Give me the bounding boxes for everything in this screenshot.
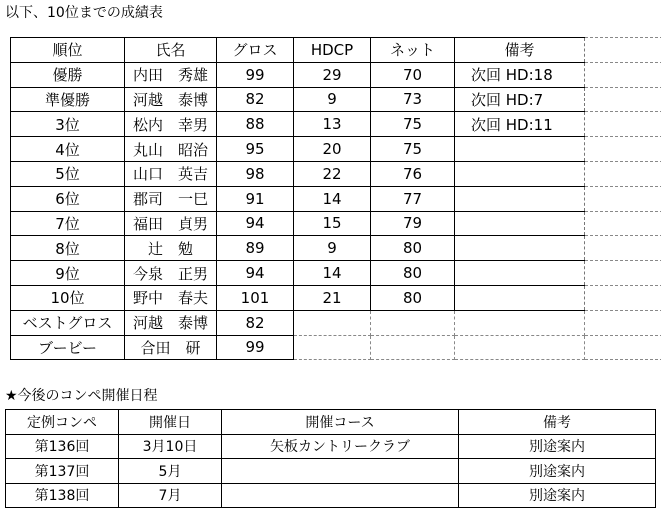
header-rank: 順位 [11, 38, 125, 63]
empty-cell [371, 310, 455, 335]
gross-cell: 94 [217, 261, 294, 286]
hdcp-cell: 14 [294, 261, 371, 286]
rank-cell: 6位 [11, 186, 125, 211]
gross-cell: 88 [217, 112, 294, 137]
event-cell: 第138回 [6, 483, 119, 508]
net-cell: 75 [371, 112, 455, 137]
gross-cell: 82 [217, 87, 294, 112]
rank-cell: 優勝 [11, 62, 125, 87]
gross-cell: 94 [217, 211, 294, 236]
special-award-row [11, 335, 661, 360]
rank-cell: 8位 [11, 236, 125, 261]
gross-cell: 95 [217, 137, 294, 162]
event-cell: 第137回 [6, 459, 119, 484]
name-cell: 辻 勉 [125, 236, 217, 261]
name-cell: 野中 春夫 [125, 285, 217, 310]
schedule-table [5, 409, 656, 508]
note-cell [455, 236, 585, 261]
header-gross: グロス [217, 38, 294, 63]
course-cell [222, 483, 459, 508]
extra-cell [585, 236, 661, 261]
note-cell [455, 261, 585, 286]
net-cell: 70 [371, 62, 455, 87]
schedule-note-cell: 別途案内 [459, 483, 656, 508]
hdcp-cell: 14 [294, 186, 371, 211]
gross-cell: 89 [217, 236, 294, 261]
gross-cell: 99 [217, 335, 294, 360]
name-cell: 内田 秀雄 [125, 62, 217, 87]
gross-cell: 91 [217, 186, 294, 211]
header-note: 備考 [455, 38, 585, 63]
table-row [6, 483, 656, 508]
extra-cell [585, 112, 661, 137]
date-cell: 7月 [119, 483, 222, 508]
table-row [11, 137, 661, 162]
rank-cell: 9位 [11, 261, 125, 286]
hdcp-cell: 22 [294, 161, 371, 186]
rank-cell: 7位 [11, 211, 125, 236]
extra-cell [585, 335, 661, 360]
note-cell [455, 186, 585, 211]
gross-cell: 99 [217, 62, 294, 87]
header-date: 開催日 [119, 410, 222, 435]
hdcp-cell: 21 [294, 285, 371, 310]
name-cell: 福田 貞男 [125, 211, 217, 236]
name-cell: 山口 英吉 [125, 161, 217, 186]
note-cell: 次回 HD:7 [455, 87, 585, 112]
note-cell: 次回 HD:11 [455, 112, 585, 137]
header-hdcp: HDCP [294, 38, 371, 63]
name-cell: 松内 幸男 [125, 112, 217, 137]
extra-cell [585, 211, 661, 236]
schedule-header-row [6, 410, 656, 435]
net-cell: 75 [371, 137, 455, 162]
hdcp-cell: 29 [294, 62, 371, 87]
header-net: ネット [371, 38, 455, 63]
name-cell: 河越 泰博 [125, 87, 217, 112]
table-row [11, 62, 661, 87]
extra-cell [585, 161, 661, 186]
name-cell: 丸山 昭治 [125, 137, 217, 162]
date-cell: 3月10日 [119, 434, 222, 459]
rank-cell: 準優勝 [11, 87, 125, 112]
empty-cell [455, 335, 585, 360]
net-cell: 76 [371, 161, 455, 186]
award-label-cell: ブービー [11, 335, 125, 360]
extra-cell [585, 62, 661, 87]
table-row [11, 236, 661, 261]
table-row [11, 186, 661, 211]
empty-cell [455, 310, 585, 335]
results-header-row [11, 38, 661, 63]
schedule-note-cell: 別途案内 [459, 459, 656, 484]
rank-cell: 4位 [11, 137, 125, 162]
award-label-cell: ベストグロス [11, 310, 125, 335]
extra-cell [585, 310, 661, 335]
note-cell [455, 211, 585, 236]
table-row [11, 112, 661, 137]
note-cell [455, 137, 585, 162]
name-cell: 合田 研 [125, 335, 217, 360]
note-cell [455, 161, 585, 186]
net-cell: 80 [371, 236, 455, 261]
extra-cell [585, 186, 661, 211]
header-schedule-note: 備考 [459, 410, 656, 435]
results-title: 以下、10位までの成績表 [5, 5, 163, 21]
empty-cell [371, 335, 455, 360]
rank-cell: 10位 [11, 285, 125, 310]
rank-cell: 5位 [11, 161, 125, 186]
net-cell: 79 [371, 211, 455, 236]
name-cell: 河越 泰博 [125, 310, 217, 335]
net-cell: 80 [371, 285, 455, 310]
header-name: 氏名 [125, 38, 217, 63]
name-cell: 今泉 正男 [125, 261, 217, 286]
empty-cell [294, 335, 371, 360]
extra-cell [585, 87, 661, 112]
extra-cell [585, 285, 661, 310]
hdcp-cell: 9 [294, 236, 371, 261]
schedule-title: ★今後のコンペ開催日程 [5, 388, 158, 404]
table-row [6, 434, 656, 459]
header-event: 定例コンペ [6, 410, 119, 435]
note-cell: 次回 HD:18 [455, 62, 585, 87]
extra-cell [585, 38, 661, 63]
rank-cell: 3位 [11, 112, 125, 137]
hdcp-cell: 9 [294, 87, 371, 112]
table-row [11, 211, 661, 236]
event-cell: 第136回 [6, 434, 119, 459]
gross-cell: 98 [217, 161, 294, 186]
hdcp-cell: 20 [294, 137, 371, 162]
results-table [10, 37, 661, 360]
gross-cell: 101 [217, 285, 294, 310]
hdcp-cell: 15 [294, 211, 371, 236]
extra-cell [585, 261, 661, 286]
empty-cell [294, 310, 371, 335]
course-cell [222, 459, 459, 484]
date-cell: 5月 [119, 459, 222, 484]
schedule-note-cell: 別途案内 [459, 434, 656, 459]
table-row [6, 459, 656, 484]
net-cell: 77 [371, 186, 455, 211]
gross-cell: 82 [217, 310, 294, 335]
table-row [11, 261, 661, 286]
header-course: 開催コース [222, 410, 459, 435]
special-award-row [11, 310, 661, 335]
net-cell: 73 [371, 87, 455, 112]
table-row [11, 87, 661, 112]
note-cell [455, 285, 585, 310]
name-cell: 郡司 一巳 [125, 186, 217, 211]
table-row [11, 161, 661, 186]
extra-cell [585, 137, 661, 162]
table-row [11, 285, 661, 310]
course-cell: 矢板カントリークラブ [222, 434, 459, 459]
net-cell: 80 [371, 261, 455, 286]
hdcp-cell: 13 [294, 112, 371, 137]
